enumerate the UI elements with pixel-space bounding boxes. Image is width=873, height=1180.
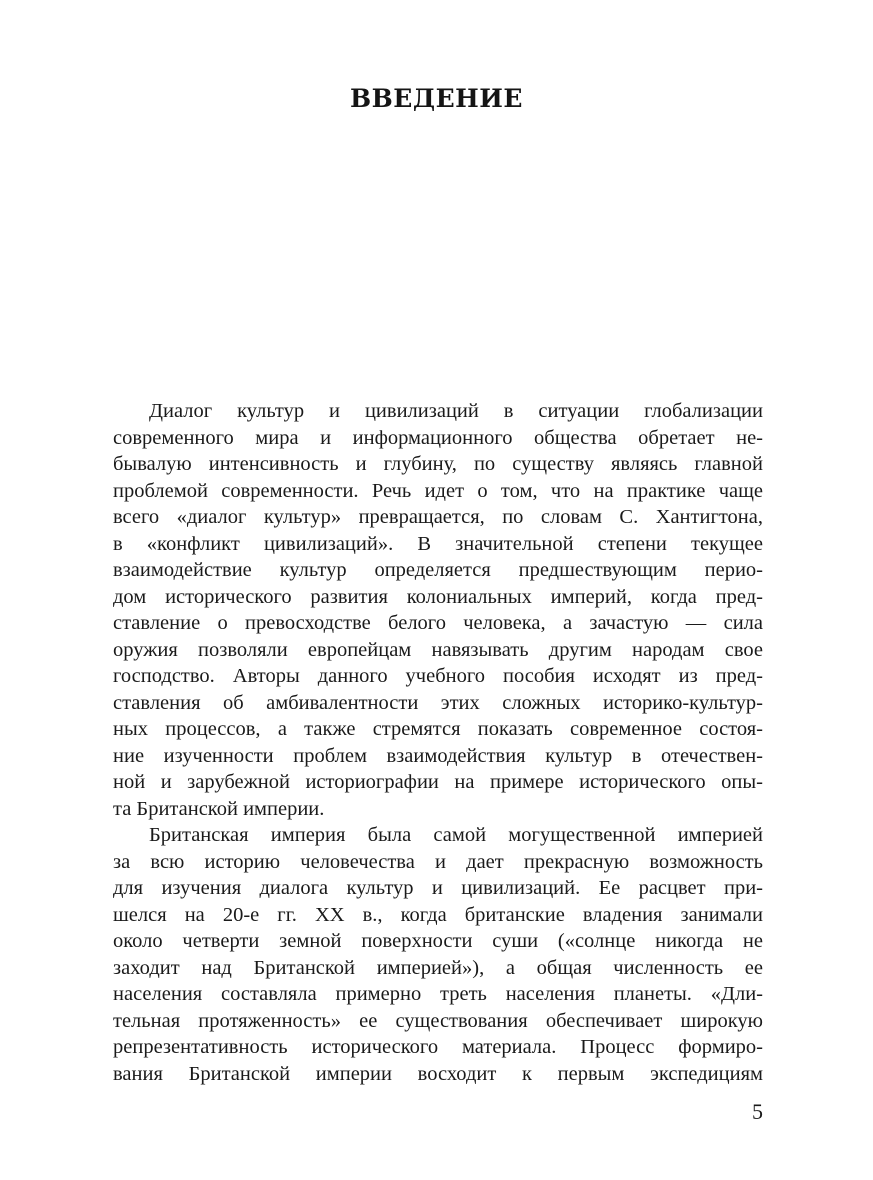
text-line: ставление о превосходстве белого человека, а зачастую — сила xyxy=(113,612,763,634)
text-line: шелся на 20-е гг. XX в., когда британские владения занимали xyxy=(113,903,763,926)
text-line: около четверти земной поверхности суши («солнце никогда не xyxy=(113,930,763,952)
text-line: взаимодействие культур определяется предшествующим перио- xyxy=(113,559,763,581)
text-line: ставления об амбивалентности этих сложных историко-культур- xyxy=(113,691,763,714)
text-line: тельная протяженность» ее существования обеспечивает широкую xyxy=(113,1009,763,1032)
text-line: в «конфликт цивилизаций». В значительной степени текущее xyxy=(113,532,763,555)
text-line: населения составляла примерно треть населения планеты. «Дли- xyxy=(113,983,763,1005)
text-line: репрезентативность исторического материала. Процесс формиро- xyxy=(113,1036,763,1058)
paragraph-1 xyxy=(113,398,763,822)
text-line: Британская империя была самой могущественной империей xyxy=(149,824,763,846)
text-line: проблемой современности. Речь идет о том, что на практике чаще xyxy=(113,479,763,502)
text-line: ной и зарубежной историографии на примере исторического опы- xyxy=(113,771,763,793)
text-line: ние изученности проблем взаимодействия культур в отечествен- xyxy=(113,744,763,767)
text-line: заходит над Британской империей»), а общая численность ее xyxy=(113,956,763,979)
text-line: Диалог культур и цивилизаций в ситуации глобализации xyxy=(149,400,763,422)
text-line: современного мира и информационного общества обретает не- xyxy=(113,426,763,449)
chapter-title: ВВЕДЕНИЕ xyxy=(350,84,523,113)
text-line: для изучения диалога культур и цивилизаций. Ее расцвет при- xyxy=(113,877,763,899)
text-line: всего «диалог культур» превращается, по словам С. Хантигтона, xyxy=(113,506,763,528)
paragraph-2 xyxy=(113,822,763,1087)
page-number: 5 xyxy=(752,1099,763,1124)
text-line: вания Британской империи восходит к первым экспедициям xyxy=(113,1062,763,1085)
text-line: оружия позволяли европейцам навязывать другим народам свое xyxy=(113,638,763,661)
text-line: бывалую интенсивность и глубину, по существу являясь главной xyxy=(113,453,763,475)
text-line: господство. Авторы данного учебного пособия исходят из пред- xyxy=(113,665,763,687)
body-text xyxy=(113,398,763,1087)
text-line: дом исторического развития колониальных империй, когда пред- xyxy=(113,585,763,608)
text-line: за всю историю человечества и дает прекрасную возможность xyxy=(113,850,763,873)
text-line: ных процессов, а также стремятся показать современное состоя- xyxy=(113,718,763,740)
text-line: та Британской империи. xyxy=(113,797,325,820)
